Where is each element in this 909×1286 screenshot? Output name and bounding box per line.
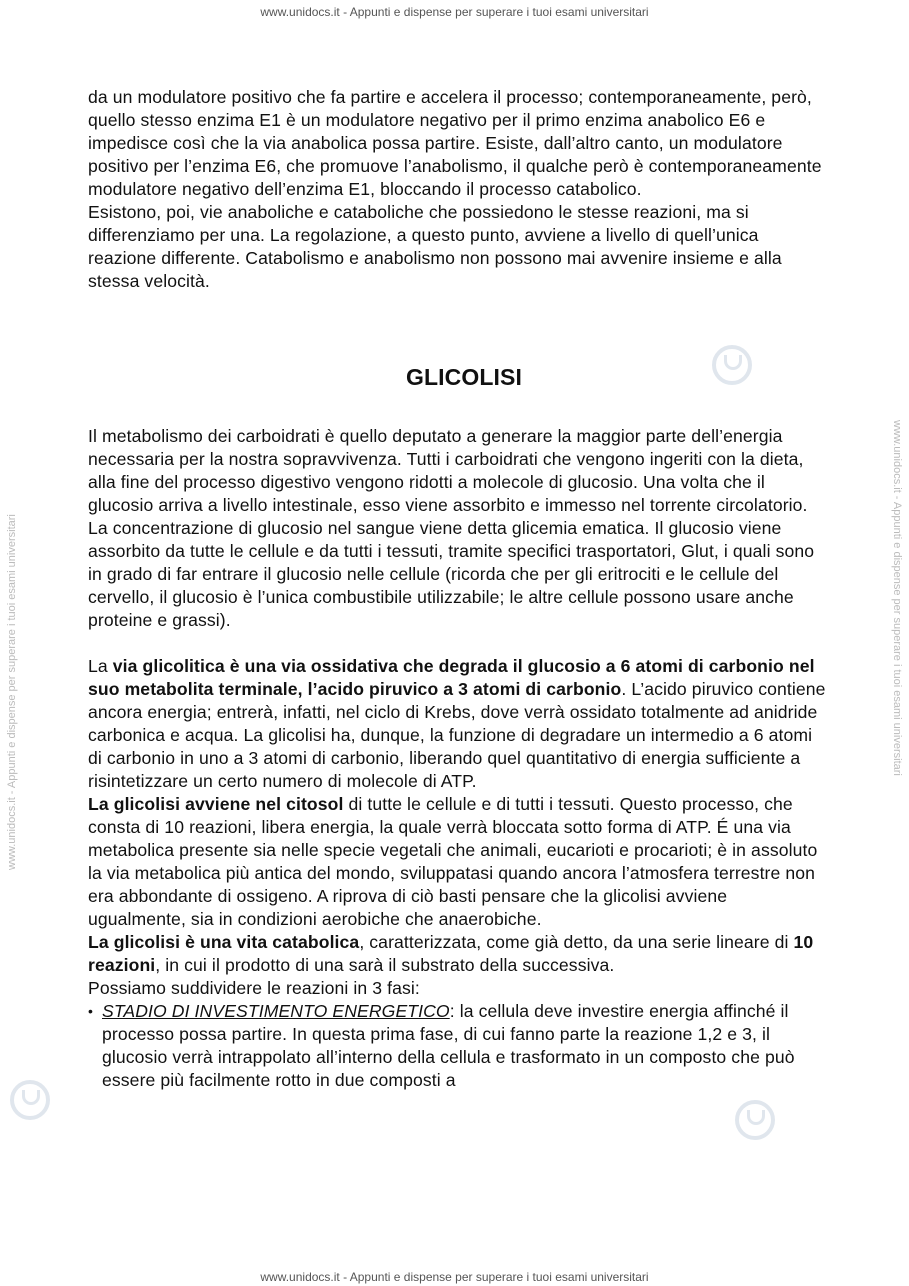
paragraph-catabolica <box>88 931 828 977</box>
paragraph-via-glicolitica <box>88 655 828 793</box>
text-run-bold: La glicolisi è una vita catabolica <box>88 932 360 952</box>
watermark-banner-top: www.unidocs.it - Appunti e dispense per superare i tuoi esami universitari <box>260 5 649 19</box>
paragraph-citosol <box>88 793 828 931</box>
paragraph-intro-2: Esistono, poi, vie anaboliche e cataboliche che possiedono le stesse reazioni, ma si differenziamo per una. La regolazione, a questo punto, avviene a livello di quell’unica reazione differente. Catabolismo e anabolismo non possono mai avvenire insieme e alla stessa velocità. <box>88 202 782 291</box>
document-body <box>88 86 828 1092</box>
text-run: . L’acido piruvico contiene ancora energia; entrerà, infatti, nel ciclo di Krebs, dove verrà ossidato totalmente ad anidride carbonica e acqua. La glicolisi ha, dunque, la funzione di degradare un intermedio a 6 atomi di carbonio in uno a 3 atomi di carbonio, liberando quel quantitativo di energia sufficiente a risintetizzare un certo numero di molecole di ATP. <box>88 679 826 791</box>
watermark-side-right: www.unidocs.it - Appunti e dispense per superare i tuoi esami universitari <box>891 420 903 776</box>
text-run-bold: La glicolisi avviene nel citosol <box>88 794 344 814</box>
watermark-logo-icon <box>735 1100 775 1140</box>
text-run-bold: via glicolitica è una via ossidativa che degrada il glucosio a 6 atomi di carbonio nel suo metabolita terminale, l’acido piruvico a 3 atomi di carbonio <box>88 656 815 699</box>
text-run: , caratterizzata, come già detto, da una serie lineare di <box>359 932 794 952</box>
watermark-side-left: www.unidocs.it - Appunti e dispense per superare i tuoi esami universitari <box>6 514 18 870</box>
text-run: : la cellula deve investire energia affinché il processo possa partire. In questa prima fase, di cui fanno parte la reazione 1,2 e 3, il glucosio verrà intrappolato all’interno della cellula e trasformato in un composto che può essere più facilmente rotto in due composti a <box>102 1001 795 1090</box>
text-run-bold: 10 reazioni <box>88 932 814 975</box>
watermark-logo-icon <box>10 1080 50 1120</box>
paragraph-intro-1: da un modulatore positivo che fa partire e accelera il processo; contemporaneamente, però, quello stesso enzima E1 è un modulatore negativo per il primo enzima anabolico E6 e impedisce così che la via anabolica possa partire. Esiste, dall’altro canto, un modulatore positivo per l’enzima E6, che promuove l’anabolismo, il qualche però è contemporaneamente modulatore negativo dell’enzima E1, bloccando il processo catabolico. <box>88 87 822 199</box>
watermark-banner-bottom: www.unidocs.it - Appunti e dispense per superare i tuoi esami universitari <box>260 1270 649 1284</box>
paragraph-carboidrati: Il metabolismo dei carboidrati è quello deputato a generare la maggior parte dell’energia necessaria per la nostra sopravvivenza. Tutti i carboidrati che vengono ingeriti con la dieta, alla fine del processo digestivo vengono ridotti a molecole di glucosio. Una volta che il glucosio arriva a livello intestinale, esso viene assorbito e immesso nel torrente circolatorio. La concentrazione di glucosio nel sangue viene detta glicemia ematica. Il glucosio viene assorbito da tutte le cellule e da tutti i tessuti, tramite specifici trasportatori, Glut, i quali sono in grado di far entrare il glucosio nelle cellule (ricorda che per gli eritrociti e le cellule del cervello, il glucosio è l’unica combustibile utilizzabile; le altre cellule possono usare anche proteine e grassi). <box>88 426 815 630</box>
section-title: GLICOLISI <box>406 364 522 390</box>
phase-list <box>88 1000 828 1092</box>
paragraph-fasi: Possiamo suddividere le reazioni in 3 fasi: <box>88 978 420 998</box>
list-item <box>88 1000 828 1092</box>
phase-label: STADIO DI INVESTIMENTO ENERGETICO <box>102 1001 450 1021</box>
text-run: , in cui il prodotto di una sarà il substrato della successiva. <box>155 955 615 975</box>
text-run: La <box>88 656 113 676</box>
text-run: di tutte le cellule e di tutti i tessuti. Questo processo, che consta di 10 reazioni, libera energia, la quale verrà bloccata sotto forma di ATP. É una via metabolica presente sia nelle specie vegetali che animali, eucarioti e procarioti; è in assoluto la via metabolica più antica del mondo, sviluppatasi quando ancora l’atmosfera terrestre non era abbondante di ossigeno. A riprova di ciò basti pensare che la glicolisi avviene ugualmente, sia in condizioni aerobiche che anaerobiche. <box>88 794 818 929</box>
